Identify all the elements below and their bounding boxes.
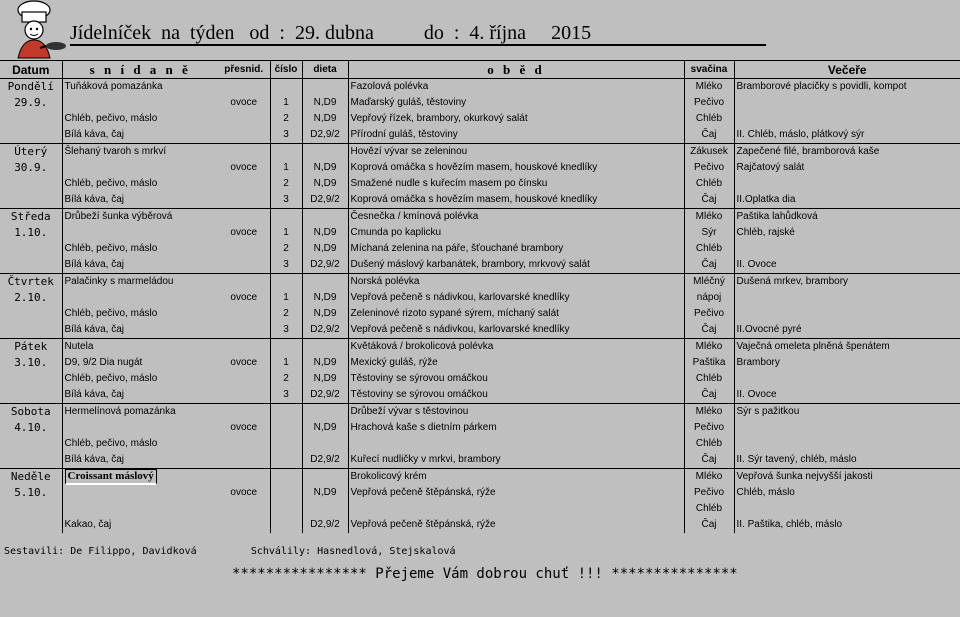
cell-presnid [218, 144, 270, 161]
cell-vecere: II. Ovoce [734, 387, 960, 404]
cell-vecere: II. Paštika, chléb, máslo [734, 517, 960, 533]
cell-presnid: ovoce [230, 357, 258, 368]
cell-cislo [270, 452, 302, 469]
cell-presnid: ovoce [230, 227, 258, 238]
cell-snidane: Nutela [62, 339, 218, 356]
cell-snidane: Bílá káva, čaj [64, 129, 124, 140]
cell-presnid [218, 127, 270, 144]
cell-snidane: Bílá káva, čaj [64, 259, 124, 270]
table-row [0, 95, 960, 111]
cell-snidane: Bílá káva, čaj [64, 389, 124, 400]
cell-cislo [270, 485, 302, 501]
table-row [0, 517, 960, 533]
cell-obed: Norská polévka [348, 274, 684, 291]
cell-svacina: Čaj [684, 127, 734, 144]
cell-obed: Hrachová kaše s dietním párkem [348, 420, 684, 436]
cell-obed [348, 501, 684, 517]
cell-dieta: D2,9/2 [302, 517, 348, 533]
cell-day [0, 452, 62, 469]
cell-snidane: Drůbeží šunka výběrová [62, 209, 218, 226]
cell-cislo: 3 [270, 257, 302, 274]
cell-svacina: Mléko [684, 404, 734, 421]
cell-cislo [270, 469, 302, 486]
cell-presnid [218, 192, 270, 209]
table-row [0, 111, 960, 127]
cell-dieta: N,D9 [302, 160, 348, 176]
cell-dieta [302, 436, 348, 452]
cell-obed: Mexický guláš, rýže [348, 355, 684, 371]
cell-cislo: 1 [270, 290, 302, 306]
col-dieta: dieta [302, 61, 348, 79]
cell-obed: Vepřová pečeně s nádivkou, karlovarské knedlíky [348, 290, 684, 306]
cell-presnid [218, 306, 270, 322]
cell-cislo [270, 517, 302, 533]
cell-obed: Dušený máslový karbanátek, brambory, mrkvový salát [348, 257, 684, 274]
cell-obed: Vepřová pečeně štěpánská, rýže [348, 517, 684, 533]
cell-presnid [218, 209, 270, 226]
cell-dieta: D2,9/2 [302, 192, 348, 209]
cell-snidane: Chléb, pečivo, máslo [64, 308, 158, 319]
table-row [0, 274, 960, 291]
table-row [0, 192, 960, 209]
cell-svacina: Zákusek [684, 144, 734, 161]
cell-presnid [218, 176, 270, 192]
cell-obed: Květáková / brokolicová polévka [348, 339, 684, 356]
cell-day: Pátek [0, 339, 62, 356]
cell-cislo: 2 [270, 111, 302, 127]
table-row [0, 176, 960, 192]
cell-obed: Koprová omáčka s hovězím masem, houskové knedlíky [348, 192, 684, 209]
cell-day: 29.9. [0, 95, 62, 111]
table-row [0, 225, 960, 241]
cell-snidane: Šlehaný tvaroh s mrkví [62, 144, 218, 161]
cell-svacina: Chléb [684, 436, 734, 452]
cell-day: Čtvrtek [0, 274, 62, 291]
table-row [0, 209, 960, 226]
cell-svacina: Chléb [684, 176, 734, 192]
cell-svacina: Mléčný [684, 274, 734, 291]
cell-vecere [734, 111, 960, 127]
table-row [0, 355, 960, 371]
cell-vecere: Zapečené filé, bramborová kaše [734, 144, 960, 161]
cell-dieta [302, 274, 348, 291]
cell-dieta [302, 79, 348, 96]
table-row [0, 241, 960, 257]
col-snidane: s n í d a n ě [62, 61, 218, 79]
cell-day: 30.9. [0, 160, 62, 176]
compiled-by: Sestavili: De Filippo, Davidková [4, 546, 197, 557]
table-row [0, 79, 960, 96]
cell-presnid [218, 404, 270, 421]
cell-obed: Vepřová pečeně štěpánská, rýže [348, 485, 684, 501]
cell-presnid [218, 436, 270, 452]
cell-day [0, 192, 62, 209]
cell-presnid [218, 257, 270, 274]
cell-presnid: ovoce [230, 292, 258, 303]
cell-day [0, 371, 62, 387]
cell-snidane [62, 290, 218, 306]
cell-obed: Hovězí vývar se zeleninou [348, 144, 684, 161]
cell-obed: Těstoviny se sýrovou omáčkou [348, 387, 684, 404]
cell-dieta: N,D9 [302, 290, 348, 306]
table-row [0, 144, 960, 161]
cell-svacina: Paštika [684, 355, 734, 371]
cell-dieta [302, 339, 348, 356]
cell-svacina: Pečivo [684, 485, 734, 501]
cell-day: Sobota [0, 404, 62, 421]
cell-snidane: Chléb, pečivo, máslo [64, 178, 158, 189]
cell-svacina: Chléb [684, 501, 734, 517]
cell-svacina: Mléko [684, 339, 734, 356]
cell-snidane [62, 95, 218, 111]
cell-presnid [218, 469, 270, 486]
cell-presnid: ovoce [230, 422, 258, 433]
table-row [0, 436, 960, 452]
col-cislo: číslo [270, 61, 302, 79]
cell-snidane: Hermelínová pomazánka [62, 404, 218, 421]
cell-day: Neděle [0, 469, 62, 486]
cell-obed: Těstoviny se sýrovou omáčkou [348, 371, 684, 387]
cell-svacina: Chléb [684, 111, 734, 127]
cell-obed: Fazolová polévka [348, 79, 684, 96]
cell-vecere: II. Sýr tavený, chléb, máslo [734, 452, 960, 469]
cell-dieta: D2,9/2 [302, 127, 348, 144]
cell-obed [348, 436, 684, 452]
cell-obed: Míchaná zelenina na páře, šťouchané brambory [348, 241, 684, 257]
cell-day [0, 111, 62, 127]
cell-snidane: Chléb, pečivo, máslo [64, 113, 158, 124]
cell-day: 2.10. [0, 290, 62, 306]
cell-vecere [734, 436, 960, 452]
cell-snidane: Bílá káva, čaj [64, 194, 124, 205]
cell-cislo: 1 [270, 95, 302, 111]
table-row [0, 387, 960, 404]
cell-cislo [270, 339, 302, 356]
cell-dieta [302, 144, 348, 161]
title-underline [70, 44, 766, 46]
chef-logo-icon [4, 0, 68, 60]
cell-presnid [218, 274, 270, 291]
cell-obed: Česnečka / kmínová polévka [348, 209, 684, 226]
cell-obed: Maďarský guláš, těstoviny [348, 95, 684, 111]
approved-by: Schválily: Hasnedlová, Stejskalová [250, 546, 456, 557]
cell-vecere: Chléb, rajské [734, 225, 960, 241]
cell-svacina: Pečivo [684, 420, 734, 436]
cell-presnid: ovoce [230, 162, 258, 173]
cell-svacina: Čaj [684, 257, 734, 274]
cell-cislo: 2 [270, 241, 302, 257]
table-row [0, 404, 960, 421]
cell-cislo [270, 274, 302, 291]
col-obed: o b ě d [348, 61, 684, 79]
cell-cislo: 3 [270, 387, 302, 404]
cell-day: 1.10. [0, 225, 62, 241]
col-datum: Datum [0, 61, 62, 79]
cell-dieta: N,D9 [302, 225, 348, 241]
cell-obed: Přírodní guláš, těstoviny [348, 127, 684, 144]
cell-day: Středa [0, 209, 62, 226]
cell-cislo: 3 [270, 127, 302, 144]
cell-svacina: nápoj [684, 290, 734, 306]
cell-presnid [218, 452, 270, 469]
cell-dieta: N,D9 [302, 111, 348, 127]
cell-dieta [302, 501, 348, 517]
cell-dieta: N,D9 [302, 176, 348, 192]
cell-snidane: Bílá káva, čaj [64, 324, 124, 335]
cell-snidane [62, 160, 218, 176]
cell-vecere: Paštika lahůdková [734, 209, 960, 226]
cell-svacina: Pečivo [684, 306, 734, 322]
cell-snidane: Tuňáková pomazánka [62, 79, 218, 96]
cell-vecere: Bramborové placičky s povidli, kompot [734, 79, 960, 96]
cell-snidane: Bílá káva, čaj [64, 454, 124, 465]
cell-obed: Brokolicový krém [348, 469, 684, 486]
cell-obed: Smažené nudle s kuřecím masem po čínsku [348, 176, 684, 192]
cell-presnid [218, 322, 270, 339]
cell-svacina: Čaj [684, 192, 734, 209]
cell-cislo: 3 [270, 322, 302, 339]
croissant-label: Croissant máslový [65, 469, 157, 485]
cell-obed: Drůbeží vývar s těstovinou [348, 404, 684, 421]
cell-svacina: Pečivo [684, 160, 734, 176]
cell-day [0, 436, 62, 452]
cell-day [0, 127, 62, 144]
cell-presnid [218, 111, 270, 127]
cell-vecere: II.Ovocné pyré [734, 322, 960, 339]
cell-vecere: Chléb, máslo [734, 485, 960, 501]
footer-wish: **************** Přejeme Vám dobrou chuť !!! *************** [232, 566, 738, 582]
cell-day [0, 387, 62, 404]
header [0, 0, 960, 60]
cell-cislo [270, 79, 302, 96]
cell-snidane: Chléb, pečivo, máslo [64, 438, 158, 449]
cell-vecere [734, 241, 960, 257]
cell-cislo: 1 [270, 355, 302, 371]
cell-vecere: II.Oplatka dia [734, 192, 960, 209]
cell-dieta [302, 404, 348, 421]
cell-presnid: ovoce [230, 487, 258, 498]
cell-dieta: N,D9 [302, 95, 348, 111]
cell-svacina: Čaj [684, 387, 734, 404]
cell-day: 3.10. [0, 355, 62, 371]
cell-snidane: Kakao, čaj [64, 519, 112, 530]
cell-day [0, 501, 62, 517]
cell-svacina: Čaj [684, 322, 734, 339]
cell-dieta [302, 469, 348, 486]
cell-snidane [62, 420, 218, 436]
cell-obed: Vepřový řízek, brambory, okurkový salát [348, 111, 684, 127]
cell-presnid [218, 79, 270, 96]
cell-dieta: N,D9 [302, 485, 348, 501]
cell-svacina: Čaj [684, 452, 734, 469]
cell-day: 4.10. [0, 420, 62, 436]
cell-svacina: Mléko [684, 469, 734, 486]
cell-vecere [734, 290, 960, 306]
menu-title: Jídelníček na týden od : 29. dubna do : 4. října 2015 [70, 22, 592, 44]
col-svacina: svačina [684, 61, 734, 79]
cell-dieta: N,D9 [302, 306, 348, 322]
table-row [0, 371, 960, 387]
cell-svacina: Chléb [684, 371, 734, 387]
cell-presnid [218, 371, 270, 387]
cell-cislo: 2 [270, 176, 302, 192]
cell-vecere [734, 95, 960, 111]
cell-snidane: Chléb, pečivo, máslo [64, 243, 158, 254]
cell-svacina: Čaj [684, 517, 734, 533]
cell-snidane: D9, 9/2 Dia nugát [64, 357, 143, 368]
cell-vecere: II. Ovoce [734, 257, 960, 274]
header-row [0, 61, 960, 79]
cell-dieta: N,D9 [302, 355, 348, 371]
table-row [0, 452, 960, 469]
cell-presnid [218, 517, 270, 533]
cell-svacina: Sýr [684, 225, 734, 241]
cell-cislo: 3 [270, 192, 302, 209]
cell-cislo [270, 404, 302, 421]
cell-svacina: Mléko [684, 79, 734, 96]
cell-dieta: D2,9/2 [302, 452, 348, 469]
table-row [0, 306, 960, 322]
cell-obed: Cmunda po kaplicku [348, 225, 684, 241]
cell-presnid [218, 387, 270, 404]
table-row [0, 322, 960, 339]
cell-day: Pondělí [0, 79, 62, 96]
cell-dieta: N,D9 [302, 420, 348, 436]
cell-presnid: ovoce [230, 97, 258, 108]
table-row [0, 501, 960, 517]
table-row [0, 339, 960, 356]
cell-vecere: Dušená mrkev, brambory [734, 274, 960, 291]
cell-cislo [270, 420, 302, 436]
table-row [0, 485, 960, 501]
col-presnid: přesnid. [218, 61, 270, 79]
col-vecere: Večeře [734, 61, 960, 79]
cell-dieta: N,D9 [302, 241, 348, 257]
cell-day [0, 257, 62, 274]
cell-day [0, 176, 62, 192]
cell-cislo: 1 [270, 160, 302, 176]
cell-vecere [734, 176, 960, 192]
table-row [0, 257, 960, 274]
cell-vecere [734, 420, 960, 436]
cell-snidane [62, 485, 218, 501]
cell-vecere: Sýr s pažitkou [734, 404, 960, 421]
cell-dieta [302, 209, 348, 226]
cell-obed: Vepřová pečeně s nádivkou, karlovarské knedlíky [348, 322, 684, 339]
cell-presnid [218, 339, 270, 356]
cell-cislo [270, 436, 302, 452]
cell-day [0, 241, 62, 257]
cell-svacina: Chléb [684, 241, 734, 257]
cell-day [0, 306, 62, 322]
cell-cislo [270, 501, 302, 517]
cell-vecere: Brambory [734, 355, 960, 371]
cell-vecere [734, 371, 960, 387]
cell-cislo: 2 [270, 306, 302, 322]
cell-snidane [62, 469, 218, 486]
cell-svacina: Mléko [684, 209, 734, 226]
cell-vecere: Vepřová šunka nejvyšší jakosti [734, 469, 960, 486]
cell-presnid [218, 501, 270, 517]
cell-snidane [62, 225, 218, 241]
table-row [0, 160, 960, 176]
cell-obed: Koprová omáčka s hovězím masem, houskové knedlíky [348, 160, 684, 176]
cell-day [0, 517, 62, 533]
table-row [0, 469, 960, 486]
cell-cislo: 1 [270, 225, 302, 241]
cell-day: 5.10. [0, 485, 62, 501]
cell-presnid [218, 241, 270, 257]
footer-credits [4, 546, 456, 557]
menu-table [0, 60, 960, 533]
cell-dieta: D2,9/2 [302, 257, 348, 274]
cell-cislo [270, 209, 302, 226]
cell-day [0, 322, 62, 339]
cell-snidane [62, 501, 218, 517]
cell-cislo [270, 144, 302, 161]
menu-body [0, 79, 960, 534]
cell-obed: Kuřecí nudličky v mrkvi, brambory [348, 452, 684, 469]
cell-dieta: N,D9 [302, 371, 348, 387]
cell-vecere: II. Chléb, máslo, plátkový sýr [734, 127, 960, 144]
cell-dieta: D2,9/2 [302, 322, 348, 339]
table-row [0, 420, 960, 436]
cell-snidane: Palačinky s marmeládou [62, 274, 218, 291]
cell-vecere: Vaječná omeleta plněná špenátem [734, 339, 960, 356]
cell-svacina: Pečivo [684, 95, 734, 111]
cell-snidane: Chléb, pečivo, máslo [64, 373, 158, 384]
table-row [0, 127, 960, 144]
cell-obed: Zeleninové rizoto sypané sýrem, míchaný salát [348, 306, 684, 322]
cell-vecere [734, 306, 960, 322]
table-row [0, 290, 960, 306]
cell-cislo: 2 [270, 371, 302, 387]
cell-vecere [734, 501, 960, 517]
cell-vecere: Rajčatový salát [734, 160, 960, 176]
cell-dieta: D2,9/2 [302, 387, 348, 404]
cell-day: Úterý [0, 144, 62, 161]
